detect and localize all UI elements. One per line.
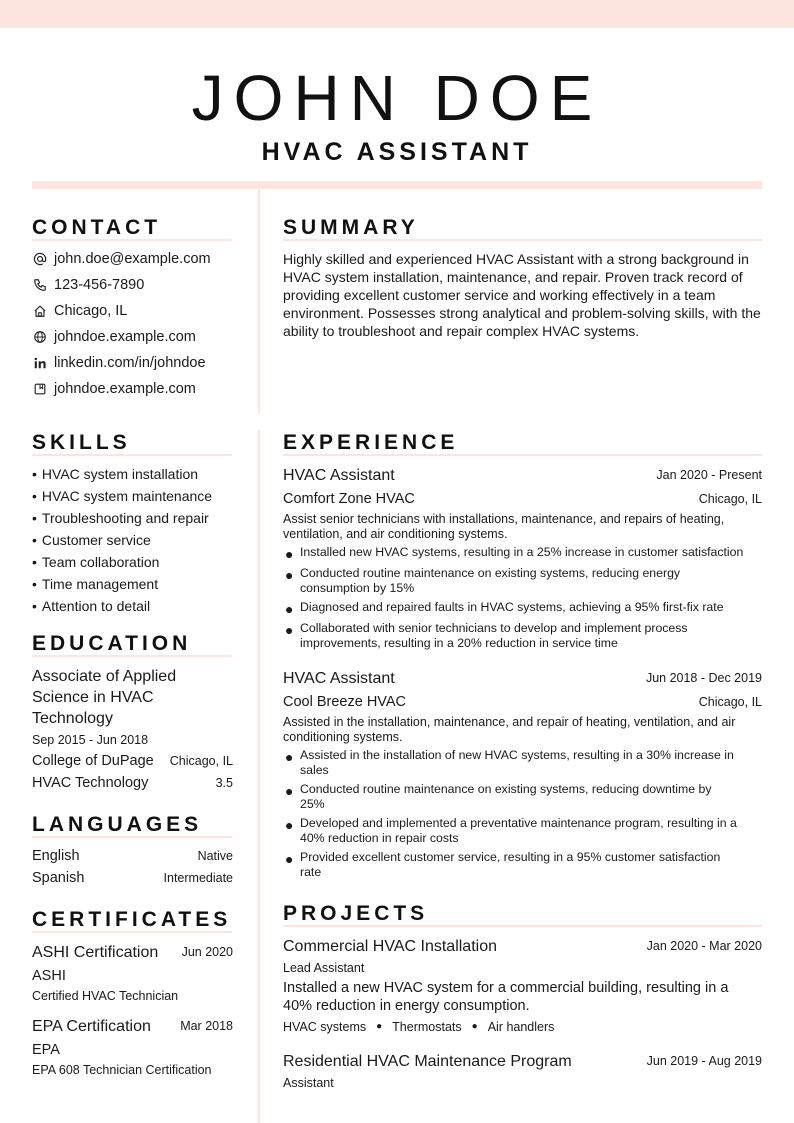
contact-website[interactable]: johndoe.example.com [32,328,196,346]
job-role: HVAC Assistant [283,670,395,687]
job-desc-line1: Assisted in the installation, maintenance, and repair of heating, ventilation, and air [283,715,736,729]
experience-title: EXPERIENCE [283,431,459,454]
job-bullet: Developed and implemented a preventative maintenance program, resulting in a 40% reduction in repair costs [300,816,737,845]
contact-title: CONTACT [32,216,162,239]
bullet-dot: ● [285,567,294,583]
bullet-dot: ● [285,783,294,799]
project-tag: HVAC systems [283,1020,367,1034]
summary-title: SUMMARY [283,216,419,239]
column-divider-bottom [258,430,260,1123]
bullet-dot: ● [285,817,294,833]
candidate-name: JOHN DOE [191,62,603,134]
bullet-dot: ● [285,749,294,765]
contact-phone[interactable]: 123-456-7890 [32,276,144,294]
linkedin-icon [32,355,48,371]
top-accent-bar [0,0,794,28]
language-level: Native [197,849,233,863]
skills-underline [32,454,232,456]
job-dates: Jun 2018 - Dec 2019 [645,671,762,685]
skills-title: SKILLS [32,431,131,454]
skill-item: • Time management [32,575,158,593]
education-degree-line1: Associate of Applied [32,668,177,685]
certificates-underline [32,931,232,933]
home-icon [32,303,48,319]
certificate-desc: Certified HVAC Technician [32,989,179,1003]
contact-underline [32,239,232,241]
languages-underline [32,836,232,838]
certificate-desc: EPA 608 Technician Certification [32,1063,212,1077]
projects-underline [283,925,762,927]
language-name: Spanish [32,870,85,886]
job-bullet: Conducted routine maintenance on existing systems, reducing energy consumption by 15% [300,566,681,595]
languages-title: LANGUAGES [32,813,203,836]
job-desc-line2: ventilation, and air conditioning systems. [283,527,508,541]
education-field: HVAC Technology [32,775,149,791]
certificate-issuer: EPA [32,1042,60,1058]
project-name: Commercial HVAC Installation [283,938,497,955]
education-gpa: 3.5 [215,776,233,790]
bullet-dot: ● [285,546,294,562]
projects-title: PROJECTS [283,902,429,925]
language-level: Intermediate [163,871,233,885]
job-location: Chicago, IL [698,492,762,506]
education-underline [32,655,232,657]
at-icon [32,251,48,267]
certificate-name: ASHI Certification [32,944,159,961]
header-divider [32,181,762,189]
summary-underline [283,239,762,241]
job-bullet: Assisted in the installation of new HVAC systems, resulting in a 30% increase in sales [300,748,734,777]
project-role: Lead Assistant [283,961,365,975]
education-title: EDUCATION [32,632,192,655]
skill-item: • Team collaboration [32,553,159,571]
phone-icon [32,277,48,293]
certificate-date: Mar 2018 [180,1019,233,1033]
project-tag: Air handlers [487,1020,555,1034]
portfolio-icon [32,381,48,397]
job-bullet: Provided excellent customer service, resulting in a 95% customer satisfaction rate [300,850,721,879]
contact-email[interactable]: john.doe@example.com [32,250,211,268]
project-dates: Jan 2020 - Mar 2020 [646,939,762,953]
bullet-dot: ● [285,622,294,638]
skill-item: • Customer service [32,531,151,549]
globe-icon [32,329,48,345]
bullet-dot: ● [285,601,294,617]
skill-item: • HVAC system maintenance [32,487,212,505]
certificate-name: EPA Certification [32,1018,151,1035]
education-school: College of DuPage [32,753,154,769]
tag-separator: ● [471,1021,478,1032]
contact-portfolio[interactable]: johndoe.example.com [32,380,196,398]
certificates-title: CERTIFICATES [32,908,232,931]
language-name: English [32,848,80,864]
column-divider-top [258,189,260,413]
skill-item: • Attention to detail [32,597,150,615]
project-desc: Installed a new HVAC system for a commercial building, resulting in a 40% reduction in energy consumption. [283,980,729,1014]
education-dates: Sep 2015 - Jun 2018 [32,733,149,747]
job-company: Cool Breeze HVAC [283,694,407,710]
certificate-date: Jun 2020 [181,945,233,959]
job-desc-line1: Assist senior technicians with installations, maintenance, and repairs of heating, [283,512,725,526]
skill-item: • Troubleshooting and repair [32,509,209,527]
experience-underline [283,454,762,456]
skill-item: • HVAC system installation [32,465,198,483]
project-role: Assistant [283,1076,334,1090]
job-bullet: Installed new HVAC systems, resulting in a 25% increase in customer satisfaction [300,545,744,559]
project-dates: Jun 2019 - Aug 2019 [646,1054,762,1068]
tag-separator: ● [376,1021,383,1032]
bullet-dot: ● [285,851,294,867]
education-degree-line3: Technology [32,710,113,727]
contact-linkedin[interactable]: linkedin.com/in/johndoe [32,354,206,372]
job-bullet: Conducted routine maintenance on existing systems, reducing downtime by 25% [300,782,712,811]
summary-text: Highly skilled and experienced HVAC Assistant with a strong background in HVAC system installation, maintenance, and repair. Proven track record of providing excellent customer service and working effectively in a team environment. Possesses strong analytical and problem-solving skills, with the ability to troubleshoot and repair complex HVAC systems. [283,251,761,339]
job-bullet: Diagnosed and repaired faults in HVAC systems, achieving a 95% first-fix rate [300,600,724,614]
job-bullet: Collaborated with senior technicians to develop and implement process improvements, resulting in a 20% reduction in service time [300,621,688,650]
job-role: HVAC Assistant [283,467,395,484]
job-desc-line2: conditioning systems. [283,730,403,744]
project-tag: Thermostats [392,1020,462,1034]
project-name: Residential HVAC Maintenance Program [283,1053,572,1070]
project-tags [283,1019,554,1035]
contact-location: Chicago, IL [32,302,127,320]
education-degree-line2: Science in HVAC [32,689,154,706]
education-location: Chicago, IL [169,754,233,768]
job-dates: Jan 2020 - Present [656,468,762,482]
job-company: Comfort Zone HVAC [283,491,415,507]
candidate-role: HVAC ASSISTANT [261,138,533,166]
job-location: Chicago, IL [698,695,762,709]
certificate-issuer: ASHI [32,968,66,984]
